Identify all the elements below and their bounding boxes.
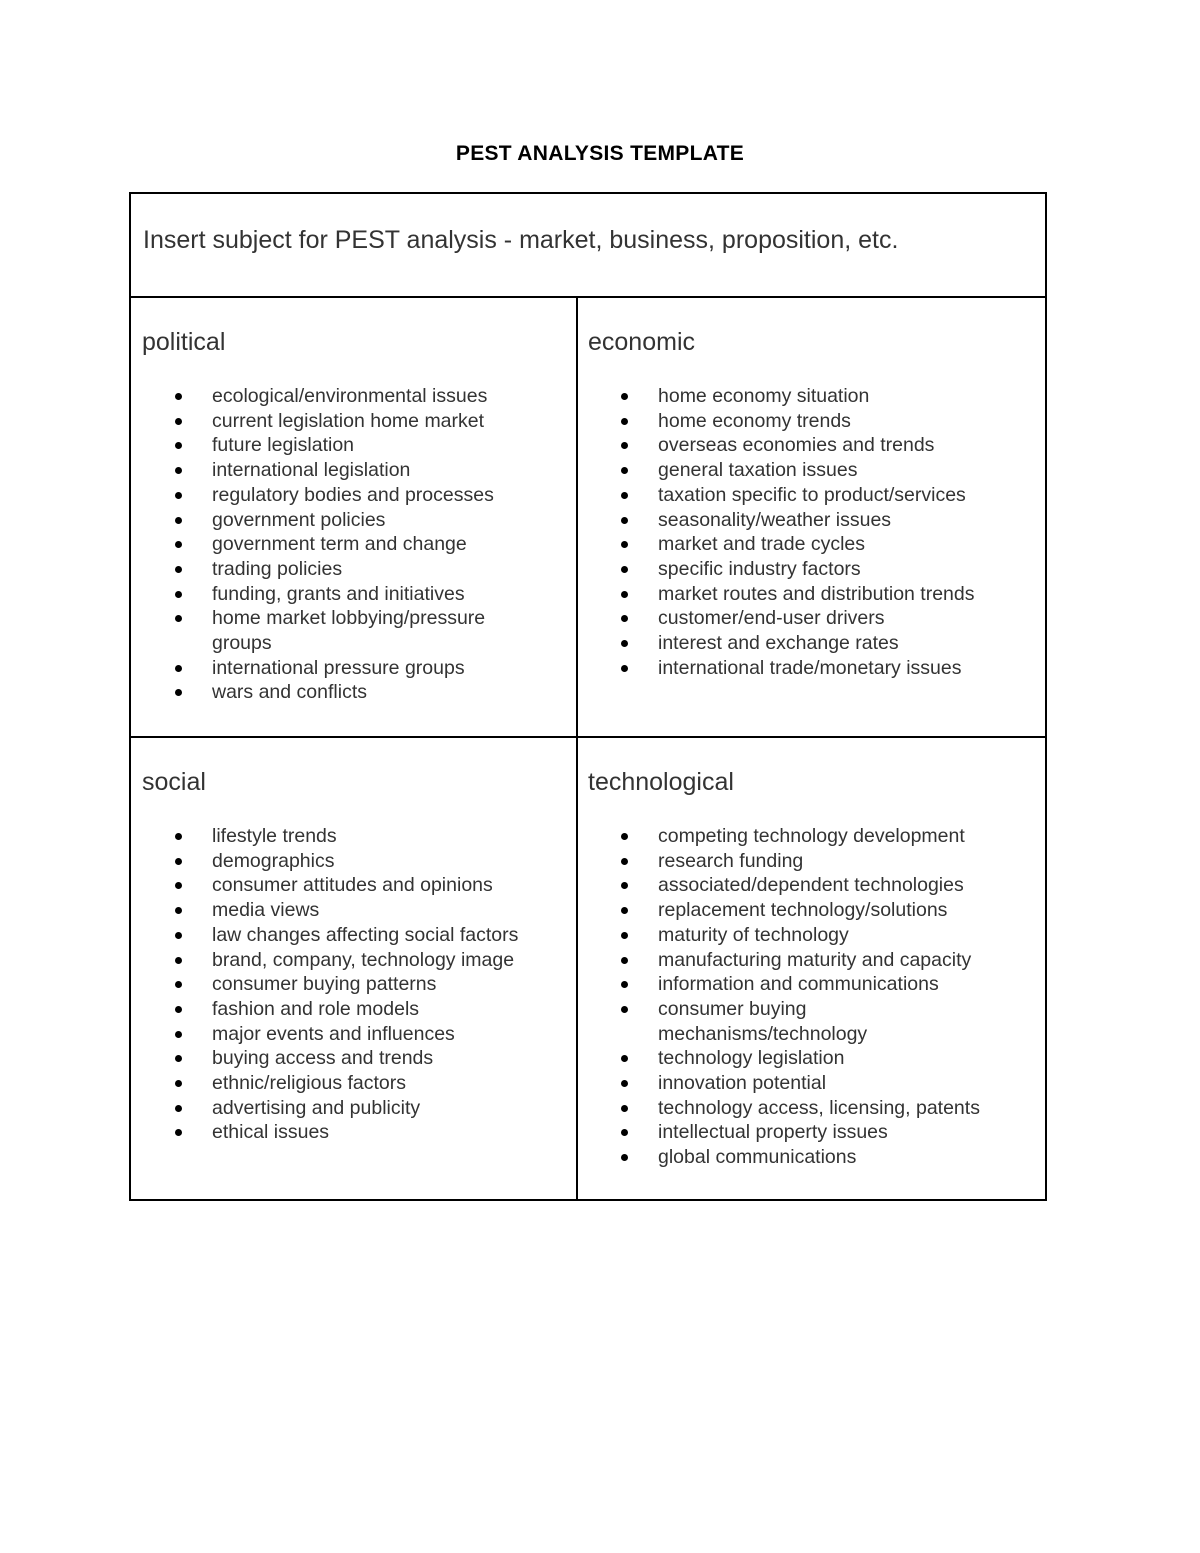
bullet-icon [175, 858, 182, 865]
list-item [578, 1120, 1018, 1145]
list-item-text: brand, company, technology image [212, 948, 515, 971]
bullet-icon [621, 566, 628, 573]
bullet-icon [621, 442, 628, 449]
technological-quadrant [578, 738, 1045, 1199]
bullet-icon [175, 492, 182, 499]
list-item [578, 997, 1018, 1046]
list-item-text: intellectual property issues [658, 1121, 888, 1144]
list-item [578, 1071, 1018, 1096]
list-item [131, 656, 532, 681]
bullet-icon [621, 1080, 628, 1087]
bullet-icon [621, 665, 628, 672]
list-item [131, 1071, 532, 1096]
bullet-icon [175, 882, 182, 889]
list-item [131, 532, 532, 557]
list-item-text: consumer attitudes and opinions [212, 874, 493, 897]
list-item [578, 873, 1018, 898]
list-item-text: buying access and trends [212, 1047, 434, 1070]
bullet-icon [621, 393, 628, 400]
bullet-icon [175, 418, 182, 425]
bullet-icon [175, 689, 182, 696]
social-list [131, 824, 532, 1145]
list-item [578, 972, 1018, 997]
bullet-icon [621, 1129, 628, 1136]
list-item [131, 680, 532, 705]
list-item-text: interest and exchange rates [658, 632, 899, 655]
list-item-text: future legislation [212, 434, 355, 457]
list-item-text: advertising and publicity [212, 1096, 421, 1119]
list-item-text: overseas economies and trends [658, 434, 935, 457]
list-item-text: consumer buying mechanisms/technology [658, 997, 868, 1045]
economic-heading: economic [588, 328, 695, 356]
bullet-icon [621, 541, 628, 548]
list-item-text: international legislation [212, 459, 411, 482]
bullet-icon [175, 907, 182, 914]
list-item-text: home economy situation [658, 385, 870, 407]
list-item-text: market routes and distribution trends [658, 582, 975, 605]
list-item [131, 824, 532, 849]
list-item [578, 458, 1018, 483]
bullet-icon [175, 393, 182, 400]
bullet-icon [175, 517, 182, 524]
bullet-icon [621, 492, 628, 499]
bullet-icon [621, 907, 628, 914]
list-item-text: technology legislation [658, 1047, 845, 1070]
political-heading: political [142, 328, 226, 356]
list-item-text: associated/dependent technologies [658, 874, 964, 897]
list-item [131, 972, 532, 997]
list-item-text: manufacturing maturity and capacity [658, 948, 972, 971]
bullet-icon [175, 1129, 182, 1136]
list-item-text: major events and influences [212, 1022, 455, 1045]
list-item [578, 384, 1018, 409]
list-item-text: government term and change [212, 533, 467, 556]
list-item [578, 948, 1018, 973]
bullet-icon [175, 591, 182, 598]
bullet-icon [621, 932, 628, 939]
list-item [131, 1096, 532, 1121]
list-item [578, 532, 1018, 557]
list-item [131, 1120, 532, 1145]
bullet-icon [621, 1105, 628, 1112]
bullet-icon [175, 615, 182, 622]
bullet-icon [175, 467, 182, 474]
list-item [578, 1096, 1018, 1121]
list-item-text: maturity of technology [658, 923, 849, 946]
bullet-icon [175, 932, 182, 939]
list-item [578, 508, 1018, 533]
list-item-text: general taxation issues [658, 459, 858, 482]
bullet-icon [175, 442, 182, 449]
list-item-text: innovation potential [658, 1072, 827, 1095]
subject-row [131, 194, 1045, 298]
bullet-icon [175, 1006, 182, 1013]
list-item [578, 898, 1018, 923]
bullet-icon [621, 591, 628, 598]
economic-list [578, 384, 1018, 680]
political-quadrant [131, 298, 578, 738]
list-item-text: competing technology development [658, 825, 965, 847]
bullet-icon [175, 981, 182, 988]
bullet-icon [621, 882, 628, 889]
social-quadrant [131, 738, 578, 1199]
list-item [578, 483, 1018, 508]
list-item-text: media views [212, 899, 320, 922]
pest-table [129, 192, 1047, 1201]
technological-list [578, 824, 1018, 1170]
list-item [131, 873, 532, 898]
list-item [131, 1022, 532, 1047]
bullet-icon [621, 517, 628, 524]
list-item-text: home market lobbying/pressure groups [212, 607, 486, 655]
list-item [131, 898, 532, 923]
bullet-icon [175, 566, 182, 573]
bullet-icon [621, 981, 628, 988]
bullet-icon [175, 833, 182, 840]
bullet-icon [175, 665, 182, 672]
list-item-text: replacement technology/solutions [658, 899, 948, 922]
technological-heading: technological [588, 768, 734, 796]
list-item-text: law changes affecting social factors [212, 923, 519, 946]
list-item [131, 557, 532, 582]
economic-quadrant [578, 298, 1045, 738]
list-item [131, 849, 532, 874]
list-item-text: taxation specific to product/services [658, 483, 966, 506]
bullet-icon [621, 640, 628, 647]
list-item [131, 409, 532, 434]
list-item-text: specific industry factors [658, 557, 861, 580]
page-title: PEST ANALYSIS TEMPLATE [455, 142, 745, 165]
list-item-text: technology access, licensing, patents [658, 1096, 980, 1119]
list-item-text: ecological/environmental issues [212, 385, 488, 407]
list-item-text: trading policies [212, 557, 343, 580]
bullet-icon [621, 1006, 628, 1013]
list-item [578, 923, 1018, 948]
list-item-text: global communications [658, 1146, 857, 1169]
list-item-text: ethnic/religious factors [212, 1072, 407, 1095]
list-item-text: consumer buying patterns [212, 973, 437, 996]
list-item [131, 508, 532, 533]
list-item [131, 433, 532, 458]
list-item [578, 849, 1018, 874]
list-item [131, 384, 532, 409]
list-item-text: funding, grants and initiatives [212, 582, 465, 605]
list-item-text: information and communications [658, 973, 939, 996]
list-item [578, 631, 1018, 656]
bullet-icon [621, 858, 628, 865]
subject-text: Insert subject for PEST analysis - market, business, proposition, etc. [143, 226, 899, 254]
political-list [131, 384, 532, 705]
list-item [131, 923, 532, 948]
list-item [578, 557, 1018, 582]
list-item [131, 1046, 532, 1071]
list-item [578, 824, 1018, 849]
bullet-icon [175, 1105, 182, 1112]
list-item [578, 606, 1018, 631]
bullet-icon [621, 957, 628, 964]
bullet-icon [621, 418, 628, 425]
bullet-icon [175, 1055, 182, 1062]
bullet-icon [175, 957, 182, 964]
social-heading: social [142, 768, 206, 796]
list-item-text: lifestyle trends [212, 825, 337, 847]
list-item [578, 656, 1018, 681]
bullet-icon [175, 541, 182, 548]
bullet-icon [621, 833, 628, 840]
list-item-text: customer/end-user drivers [658, 607, 885, 630]
list-item [578, 1046, 1018, 1071]
list-item [578, 1145, 1018, 1170]
list-item [131, 997, 532, 1022]
bullet-icon [621, 615, 628, 622]
list-item-text: research funding [658, 849, 804, 872]
list-item-text: international pressure groups [212, 656, 465, 679]
list-item [131, 606, 532, 655]
list-item-text: market and trade cycles [658, 533, 866, 556]
list-item-text: fashion and role models [212, 997, 420, 1020]
list-item [578, 409, 1018, 434]
list-item-text: international trade/monetary issues [658, 656, 962, 679]
list-item-text: ethical issues [212, 1121, 330, 1144]
bullet-icon [621, 1154, 628, 1161]
list-item [131, 948, 532, 973]
list-item-text: seasonality/weather issues [658, 508, 892, 531]
list-item-text: government policies [212, 508, 386, 531]
bullet-icon [621, 467, 628, 474]
list-item-text: home economy trends [658, 409, 851, 432]
list-item [578, 433, 1018, 458]
list-item-text: demographics [212, 849, 335, 872]
list-item-text: regulatory bodies and processes [212, 483, 494, 506]
bullet-icon [175, 1080, 182, 1087]
list-item [131, 458, 532, 483]
bullet-icon [621, 1055, 628, 1062]
bullet-icon [175, 1031, 182, 1038]
list-item-text: wars and conflicts [212, 681, 367, 704]
list-item-text: current legislation home market [212, 409, 485, 432]
list-item [131, 582, 532, 607]
list-item [578, 582, 1018, 607]
list-item [131, 483, 532, 508]
